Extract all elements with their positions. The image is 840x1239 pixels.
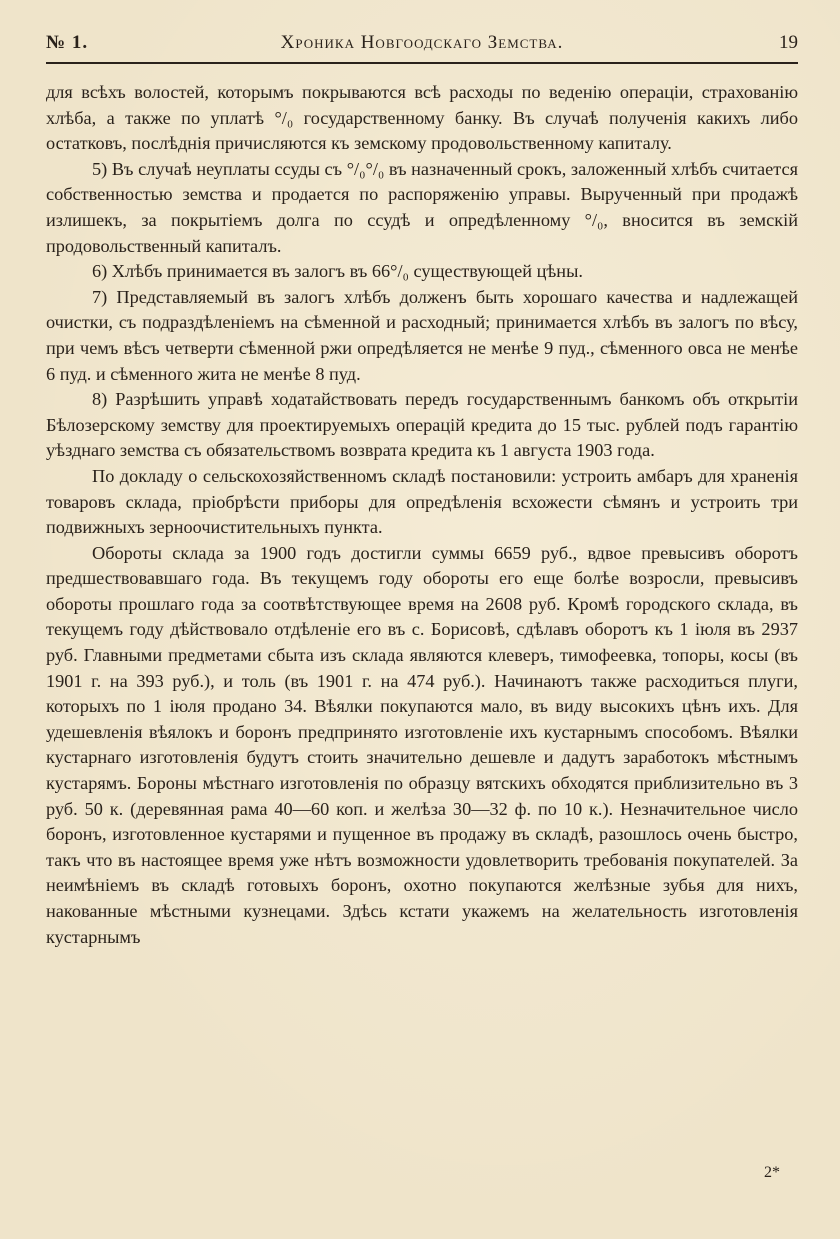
paragraph-item-8: 8) Разрѣшить управѣ ходатайствовать передъ государственнымъ банкомъ объ открытіи Бѣлозерскому земству для проектируемыхъ операцій кредита до 15 тыс. рублей подъ гарантію уѣзднаго земства съ обязательствомъ возврата кредита къ 1 августа 1903 года. (46, 389, 798, 461)
paragraph-warehouse-decision: По докладу о сельскохозяйственномъ складѣ постановили: устроить амбаръ для храненія товаровъ склада, пріобрѣсти приборы для опредѣленія всхожести сѣмянъ и устроить три подвижныхъ зерноочистительныхъ пункта. (46, 465, 798, 538)
body-text (46, 80, 798, 950)
journal-title: Хроника Новгоодскаго Земства. (280, 32, 564, 53)
running-head (46, 30, 798, 58)
signature-mark: 2* (764, 1164, 780, 1181)
issue-number: № 1. (46, 32, 89, 53)
page-number: 19 (779, 32, 798, 53)
paragraph-continuation: для всѣхъ волостей, которымъ покрываются всѣ расходы по веденію операціи, страхованію хлѣба, а также по уплатѣ °/₀ государственному банку. Въ случаѣ полученія какихъ либо остатковъ, послѣднія причисляются къ земскому продовольственному капиталу. (46, 82, 798, 154)
paragraph-item-7: 7) Представляемый въ залогъ хлѣбъ долженъ быть хорошаго качества и надлежащей очистки, съ подраздѣленіемъ на сѣменной и расходный; принимается хлѣбъ въ залогъ по вѣсу, при чемъ вѣсъ четверти сѣменной ржи опредѣляется не менѣе 9 пуд., сѣменного овса не менѣе 6 пуд. и сѣменного жита не менѣе 8 пуд. (46, 286, 798, 384)
paragraph-item-6: 6) Хлѣбъ принимается въ залогъ въ 66°/₀ существующей цѣны. (92, 261, 583, 282)
header-rule (46, 62, 798, 64)
paragraph-warehouse-turnover: Обороты склада за 1900 годъ достигли суммы 6659 руб., вдвое превысивъ оборотъ предшествовавшаго года. Въ текущемъ году обороты его еще болѣе возросли, превысивъ обороты прошлаго года за соотвѣтствующее время на 2608 руб. Кромѣ городского склада, въ текущемъ году дѣйствовало отдѣленіе его въ с. Борисовѣ, сдѣлавъ оборотъ къ 1 іюля въ 2937 руб. Главными предметами сбыта изъ склада являются клеверъ, тимофеевка, топоры, косы (въ 1901 г. на 393 руб.), и толь (въ 1901 г. на 474 руб.). Начинаютъ также расходиться плуги, которыхъ по 1 іюля продано 34. Вѣялки покупаются мало, въ виду высокихъ цѣнъ ихъ. Для удешевленія вѣялокъ и боронъ предпринято изготовленіе ихъ кустарнымъ способомъ. Вѣялки кустарнаго изготовленія будутъ стоить значительно дешевле и дадутъ заработокъ мѣстнымъ кустарямъ. Бороны мѣстнаго изготовленія по образцу вятскихъ обходятся приблизительно въ 3 руб. 50 к. (деревянная рама 40—60 коп. и желѣза 30—32 ф. по 10 к.). Незначительное число боронъ, изготовленное кустарями и пущенное въ продажу въ складѣ, разошлось очень быстро, такъ что въ настоящее время уже нѣтъ возможности удовлетворить требованія покупателей. За неимѣніемъ въ складѣ готовыхъ боронъ, охотно покупаются желѣзные зубья для нихъ, накованные мѣстными кузнецами. Здѣсь кстати укажемъ на желательность изготовленія кустарнымъ (46, 542, 798, 947)
paragraph-item-5: 5) Въ случаѣ неуплаты ссуды съ °/₀°/₀ въ назначенный срокъ, заложенный хлѣбъ считается собственностью земства и продается по распоряженію управы. Вырученный при продажѣ излишекъ, за покрытіемъ долга по ссудѣ и опредѣленному °/₀, вносится въ земскій продовольственный капиталъ. (46, 158, 798, 256)
